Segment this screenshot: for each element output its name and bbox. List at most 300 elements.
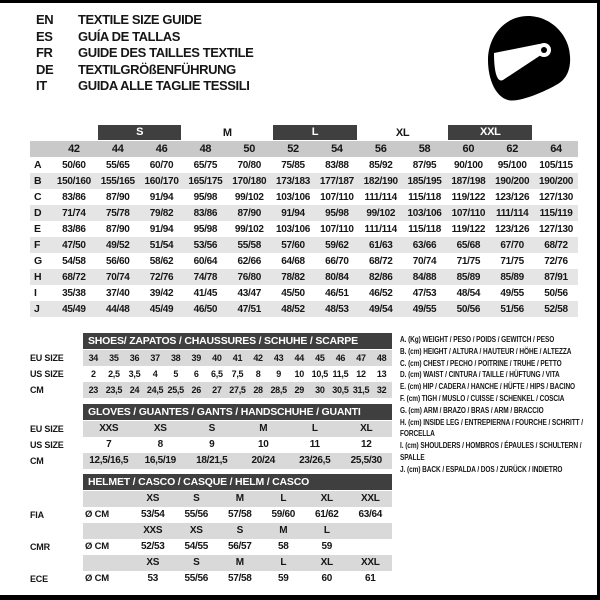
- measure-row: [30, 421, 392, 437]
- language-code: FR: [36, 45, 53, 60]
- value-cell: M: [259, 423, 268, 434]
- size-label-cell: L: [323, 525, 330, 536]
- size-value-cell: 99/102: [366, 207, 396, 219]
- size-value-cell: 83/86: [62, 191, 86, 203]
- size-value-cell: 182/190: [363, 175, 398, 187]
- size-value-cell: 79/82: [149, 207, 174, 219]
- size-value-cell: 43/47: [237, 287, 261, 299]
- size-value-cell: 49/55: [412, 303, 437, 315]
- size-label-cell: L: [280, 557, 287, 568]
- value-cell: 40: [212, 353, 222, 363]
- value-cell: 9: [209, 439, 215, 450]
- size-value-cell: 107/110: [451, 207, 486, 219]
- size-value-cell: 37/40: [105, 287, 130, 299]
- legend-item: A. (Kg) WEIGHT / PESO / POIDS / GEWITCH / PESO: [400, 334, 555, 344]
- size-label-cell: XS: [146, 557, 160, 568]
- language-code: EN: [36, 12, 54, 27]
- size-row: [30, 157, 578, 173]
- size-value-cell: 68/72: [368, 255, 393, 267]
- size-value-cell: 55/65: [105, 159, 130, 171]
- value-cell: 10: [257, 439, 269, 450]
- size-group-header: [271, 124, 359, 141]
- size-group-row: [30, 124, 578, 141]
- legend-item: D. (cm) WAIST / CINTURA / TAILLE / HÜFTUNG / VITA: [400, 369, 560, 380]
- row-cells: [83, 350, 392, 366]
- size-number-cell: 58: [418, 143, 431, 155]
- value-cell: 9: [276, 369, 281, 379]
- value-cell: 23: [88, 385, 98, 395]
- measure-row: [30, 437, 392, 453]
- size-value-cell: 57/60: [281, 239, 305, 251]
- size-number-cell: 44: [111, 143, 124, 155]
- size-value-cell: 85/92: [368, 159, 393, 171]
- size-row: [30, 301, 578, 317]
- size-number-cell: 60: [462, 143, 475, 155]
- size-row: [30, 205, 578, 221]
- size-value-cell: 49/54: [368, 303, 393, 315]
- value-cell: 4: [152, 369, 158, 379]
- size-value-cell: 61/63: [368, 239, 393, 251]
- size-row-letter: B: [34, 175, 42, 187]
- row-cells: [83, 453, 392, 469]
- value-cell: 24: [129, 385, 140, 395]
- size-value-cell: 51/56: [500, 303, 524, 315]
- size-value-cell: 185/195: [407, 175, 442, 187]
- value-cell: 34: [88, 353, 98, 363]
- value-cell: 29: [294, 385, 304, 395]
- unit-label: Ø CM: [85, 541, 110, 552]
- size-value-cell: 173/183: [276, 175, 311, 187]
- size-value-cell: 99/102: [234, 191, 264, 203]
- measure-row: [30, 453, 392, 469]
- size-value-cell: 45/50: [281, 287, 305, 299]
- size-value-cell: 99/102: [234, 223, 264, 235]
- size-group-bar: S: [98, 125, 182, 140]
- size-value-cell: 87/90: [105, 223, 130, 235]
- value-cell: 25,5/30: [350, 455, 382, 466]
- legend-item: H. (cm) INSIDE LEG / ENTREPIERNA / FOURCHE / SCHRITT / FORCELLA: [400, 416, 584, 439]
- measure-row: [30, 350, 392, 366]
- size-value-cell: 190/200: [539, 175, 574, 187]
- value-cell: 28,5: [270, 385, 287, 395]
- row-label: CM: [30, 456, 44, 466]
- legend-item: E. (cm) HIP / CADERA / HANCHE / HÜFTE / HIPS / BACINO: [400, 381, 576, 392]
- size-group-header: XL: [395, 126, 410, 139]
- value-cell: 61: [364, 573, 376, 584]
- size-value-cell: 127/130: [539, 191, 574, 203]
- size-value-cell: 83/86: [62, 223, 86, 235]
- value-cell: 23,5: [105, 385, 123, 395]
- size-row-letter: H: [34, 271, 42, 283]
- size-row-letter: E: [34, 223, 41, 235]
- size-value-cell: 83/88: [325, 159, 349, 171]
- language-row: [36, 29, 253, 46]
- size-letter-blank: [30, 141, 52, 157]
- size-value-cell: 111/114: [364, 191, 397, 203]
- page-border-top: [0, 0, 600, 3]
- size-value-cell: 87/90: [237, 207, 261, 219]
- row-label: US SIZE: [30, 440, 64, 450]
- size-value-cell: 91/94: [149, 223, 174, 235]
- size-value-cell: 68/72: [62, 271, 86, 283]
- measure-row: [30, 366, 392, 382]
- size-number-cell: 46: [155, 143, 168, 155]
- value-cell: S: [208, 423, 215, 434]
- row-cells: [83, 571, 392, 587]
- row-label: US SIZE: [30, 369, 64, 379]
- value-cell: 13: [376, 369, 387, 379]
- language-title: GUIDE DES TAILLES TEXTILE: [78, 45, 254, 60]
- value-cell: [349, 539, 393, 555]
- size-number-cell: 62: [506, 143, 519, 155]
- row-label: [30, 555, 83, 571]
- page-border-bottom: [0, 595, 600, 600]
- size-value-cell: 150/160: [56, 175, 91, 187]
- size-value-cell: 107/110: [320, 191, 354, 203]
- size-value-cell: 52/58: [544, 303, 568, 315]
- size-value-cell: 119/122: [451, 223, 486, 235]
- value-cell: 39: [191, 353, 201, 363]
- size-value-cell: 91/94: [149, 191, 174, 203]
- size-value-cell: 165/175: [188, 175, 223, 187]
- size-row-letter: C: [34, 191, 42, 203]
- size-label-cell: S: [236, 525, 243, 536]
- value-cell: 6: [193, 369, 199, 379]
- language-title: GUÍA DE TALLAS: [78, 28, 181, 44]
- size-value-cell: 75/85: [281, 159, 305, 171]
- size-row-letter: G: [34, 255, 42, 267]
- size-label-cell: XS: [146, 493, 160, 504]
- size-value-cell: 59/62: [325, 239, 349, 251]
- value-cell: 3,5: [128, 369, 141, 379]
- standard-label: FIA: [30, 510, 44, 520]
- size-value-cell: 83/86: [193, 207, 218, 219]
- size-row: [30, 189, 578, 205]
- gloves-rows: [30, 421, 392, 469]
- value-cell: 16,5/19: [144, 455, 176, 466]
- language-code: DE: [36, 61, 54, 77]
- language-title: TEXTILE SIZE GUIDE: [78, 12, 202, 27]
- row-cells: [83, 523, 392, 539]
- value-cell: 57/58: [227, 509, 252, 520]
- unit-blank: [83, 523, 131, 539]
- measure-row: [30, 382, 392, 398]
- size-value-cell: 103/106: [276, 191, 311, 203]
- size-number-cell: 64: [550, 143, 562, 155]
- size-value-cell: 65/68: [456, 239, 481, 251]
- size-row: [30, 253, 578, 269]
- size-value-cell: 48/52: [281, 303, 305, 315]
- value-cell: 48: [376, 353, 387, 363]
- size-value-cell: 119/122: [451, 191, 486, 203]
- size-value-cell: 45/49: [62, 303, 86, 315]
- size-label-cell: [349, 523, 393, 539]
- size-value-cell: 177/187: [319, 175, 354, 187]
- row-label: [30, 523, 83, 539]
- size-value-cell: 87/90: [105, 191, 130, 203]
- value-cell: 60: [321, 573, 333, 584]
- unit-blank: [83, 491, 131, 507]
- size-value-cell: 53/56: [193, 239, 218, 251]
- size-value-cell: 67/70: [500, 239, 524, 251]
- value-cell: 41: [232, 353, 243, 363]
- size-value-cell: 85/89: [500, 271, 524, 283]
- size-value-cell: 107/110: [320, 223, 354, 235]
- language-code: ES: [36, 28, 53, 44]
- value-cell: 59/60: [271, 509, 296, 520]
- legend-item: F. (cm) TIGH / MUSLO / CUISSE / SCHENKEL / COSCIA: [400, 392, 565, 403]
- size-value-cell: 103/106: [407, 207, 442, 219]
- value-cell: 7: [106, 439, 112, 450]
- size-value-cell: 111/114: [495, 207, 529, 219]
- size-value-cell: 127/130: [539, 223, 574, 235]
- row-cells: [83, 366, 392, 382]
- value-cell: 20/24: [251, 455, 276, 466]
- size-numbers-row: [30, 141, 578, 157]
- value-cell: 26: [191, 385, 201, 395]
- value-cell: 53/54: [140, 509, 165, 520]
- size-number-cell: 42: [68, 143, 80, 155]
- row-label: CM: [30, 385, 44, 395]
- value-cell: 11,5: [332, 369, 349, 379]
- size-row-letter: F: [34, 239, 41, 251]
- size-value-cell: 51/54: [149, 239, 174, 251]
- size-value-cell: 64/68: [281, 255, 305, 267]
- row-cells: [83, 437, 392, 453]
- value-cell: 30,5: [332, 385, 349, 395]
- size-value-cell: 47/50: [62, 239, 86, 251]
- helmet-sizes-row: [30, 491, 392, 507]
- row-label: [30, 491, 83, 507]
- helmet-rows: [30, 491, 392, 587]
- language-title: TEXTILGRÖßENFÜHRUNG: [78, 61, 236, 77]
- row-cells: [83, 491, 392, 507]
- size-row-letter: J: [34, 303, 40, 315]
- size-value-cell: 115/119: [539, 207, 573, 219]
- size-value-cell: 95/98: [325, 207, 349, 219]
- value-cell: 28: [253, 385, 263, 395]
- language-row: [36, 62, 253, 79]
- value-cell: 43: [273, 353, 284, 363]
- unit-label: Ø CM: [85, 509, 110, 520]
- size-value-cell: 49/52: [105, 239, 130, 251]
- size-label-cell: XXS: [143, 525, 163, 536]
- legend-item: B. (cm) HEIGHT / ALTURA / HAUTEUR / HÖHE / ALTEZZA: [400, 345, 572, 356]
- size-value-cell: 71/75: [500, 255, 524, 267]
- value-cell: 24,5: [146, 385, 164, 395]
- value-cell: 31,5: [352, 385, 370, 395]
- size-value-cell: 155/165: [100, 175, 135, 187]
- value-cell: 35: [109, 353, 119, 363]
- size-value-cell: 74/78: [193, 271, 218, 283]
- standard-label: ECE: [30, 574, 48, 584]
- size-value-cell: 70/80: [237, 159, 261, 171]
- size-group-header: [96, 124, 184, 141]
- size-value-cell: 60/70: [149, 159, 174, 171]
- value-cell: 5: [173, 369, 179, 379]
- size-value-cell: 62/66: [237, 255, 261, 267]
- size-row-letter: I: [34, 287, 37, 299]
- size-label-cell: M: [235, 557, 244, 568]
- value-cell: 2: [90, 369, 96, 379]
- size-label-cell: XXL: [360, 493, 380, 504]
- language-row: [36, 78, 253, 95]
- size-table-head: [30, 124, 578, 157]
- size-label-cell: M: [235, 493, 244, 504]
- row-cells: [83, 555, 392, 571]
- size-group-header: [446, 124, 534, 141]
- value-cell: L: [311, 423, 318, 434]
- size-value-cell: 160/170: [144, 175, 179, 187]
- size-value-cell: 75/78: [105, 207, 130, 219]
- value-cell: XS: [153, 423, 167, 434]
- size-value-cell: 47/51: [237, 303, 261, 315]
- size-value-cell: 103/106: [276, 223, 311, 235]
- unit-blank: [83, 555, 131, 571]
- size-group-header: M: [222, 126, 232, 139]
- size-label-cell: L: [280, 493, 287, 504]
- size-value-cell: 87/91: [544, 271, 568, 283]
- size-value-cell: 72/76: [149, 271, 174, 283]
- size-value-cell: 46/52: [368, 287, 393, 299]
- shoes-section: [30, 333, 392, 398]
- size-row: [30, 221, 578, 237]
- value-cell: 10,5: [311, 369, 328, 379]
- shoes-title-bar: SHOES/ ZAPATOS / CHAUSSURES / SCHUHE / SCARPE: [83, 333, 392, 349]
- size-value-cell: 95/98: [193, 223, 218, 235]
- size-value-cell: 68/72: [544, 239, 568, 251]
- size-label-cell: S: [193, 493, 200, 504]
- value-cell: 59: [277, 573, 289, 584]
- size-number-cell: 50: [243, 143, 256, 155]
- size-row: [30, 285, 578, 301]
- size-value-cell: 105/115: [539, 159, 573, 171]
- value-cell: 8: [255, 369, 261, 379]
- size-group-bar: XXL: [448, 125, 532, 140]
- size-value-cell: 115/118: [408, 191, 442, 203]
- size-value-cell: 71/74: [62, 207, 86, 219]
- size-value-cell: 90/100: [453, 159, 483, 171]
- size-value-cell: 78/82: [281, 271, 305, 283]
- value-cell: 53: [147, 573, 159, 584]
- value-cell: 12: [360, 439, 372, 450]
- size-label-cell: S: [193, 557, 200, 568]
- value-cell: 25,5: [167, 385, 184, 395]
- size-value-cell: 55/58: [237, 239, 261, 251]
- size-value-cell: 65/75: [193, 159, 218, 171]
- size-value-cell: 45/49: [149, 303, 174, 315]
- size-group-header: [30, 124, 96, 141]
- size-value-cell: 85/89: [456, 271, 481, 283]
- legend-item: G. (cm) ARM / BRAZO / BRAS / ARM / BRACCIO: [400, 404, 544, 415]
- row-label: EU SIZE: [30, 353, 64, 363]
- legend-list: [400, 334, 586, 476]
- size-value-cell: 35/38: [62, 287, 86, 299]
- size-value-cell: 46/50: [193, 303, 218, 315]
- value-cell: 32: [376, 385, 387, 395]
- helmet-values-row: [30, 507, 392, 523]
- value-cell: 10: [294, 369, 304, 379]
- value-cell: 12,5/16,5: [89, 455, 129, 466]
- value-cell: XXS: [99, 423, 119, 434]
- value-cell: 37: [150, 353, 160, 363]
- size-value-cell: 82/86: [368, 271, 393, 283]
- value-cell: 6,5: [211, 369, 223, 379]
- helmet-sizes-row: [30, 555, 392, 571]
- size-table-body: [30, 157, 578, 317]
- size-value-cell: 50/60: [62, 159, 86, 171]
- size-label-cell: XS: [189, 525, 203, 536]
- legend-item: C. (cm) CHEST / PECHO / POITRINE / TRUHE / PETTO: [400, 357, 562, 368]
- size-value-cell: 87/95: [412, 159, 437, 171]
- value-cell: 44: [294, 353, 304, 363]
- size-value-cell: 46/51: [325, 287, 349, 299]
- value-cell: 52/53: [140, 541, 165, 552]
- value-cell: 36: [129, 353, 140, 363]
- size-value-cell: 123/126: [495, 191, 530, 203]
- value-cell: XL: [360, 423, 373, 434]
- size-label-cell: XL: [320, 557, 333, 568]
- language-code: IT: [36, 78, 47, 93]
- language-title: GUIDA ALLE TAGLIE TESSILI: [78, 78, 250, 93]
- size-value-cell: 48/53: [325, 303, 349, 315]
- size-number-cell: 54: [331, 143, 343, 155]
- value-cell: 2,5: [108, 369, 120, 379]
- language-row: [36, 12, 253, 29]
- size-value-cell: 41/45: [193, 287, 218, 299]
- size-value-cell: 58/62: [149, 255, 174, 267]
- size-value-cell: 54/58: [62, 255, 86, 267]
- value-cell: 30: [315, 385, 325, 395]
- size-number-cell: 52: [287, 143, 299, 155]
- row-cells: [83, 382, 392, 398]
- size-label-cell: XL: [320, 493, 333, 504]
- size-value-cell: 48/54: [456, 287, 481, 299]
- value-cell: 46: [335, 353, 346, 363]
- value-cell: 38: [170, 353, 181, 363]
- size-value-cell: 66/70: [325, 255, 349, 267]
- size-row-letter: D: [34, 207, 42, 219]
- size-value-cell: 76/80: [237, 271, 261, 283]
- size-value-cell: 70/74: [412, 255, 437, 267]
- size-value-cell: 190/200: [495, 175, 530, 187]
- helmet-values-row: [30, 539, 392, 555]
- size-value-cell: 72/76: [544, 255, 568, 267]
- language-row: [36, 45, 253, 62]
- size-value-cell: 84/88: [412, 271, 437, 283]
- value-cell: 55/56: [184, 573, 209, 584]
- size-number-cell: 48: [199, 143, 212, 155]
- language-list: [36, 12, 253, 95]
- size-value-cell: 50/56: [456, 303, 481, 315]
- row-cells: [83, 539, 392, 555]
- value-cell: 8: [157, 439, 163, 450]
- size-value-cell: 39/42: [149, 287, 174, 299]
- size-group-bar: L: [273, 125, 357, 140]
- value-cell: 47: [356, 353, 366, 363]
- size-value-cell: 63/66: [412, 239, 437, 251]
- legend-item: J. (cm) BACK / ESPALDA / DOS / ZURÜCK / INDIETRO: [400, 463, 563, 474]
- gloves-section: [30, 404, 392, 469]
- value-cell: 27,5: [229, 385, 246, 395]
- value-cell: 63/64: [358, 509, 383, 520]
- value-cell: 54/55: [184, 541, 209, 552]
- value-cell: 42: [253, 353, 263, 363]
- size-value-cell: 80/84: [325, 271, 349, 283]
- size-value-cell: 49/55: [500, 287, 524, 299]
- standard-label: CMR: [30, 542, 50, 552]
- size-value-cell: 47/53: [412, 287, 437, 299]
